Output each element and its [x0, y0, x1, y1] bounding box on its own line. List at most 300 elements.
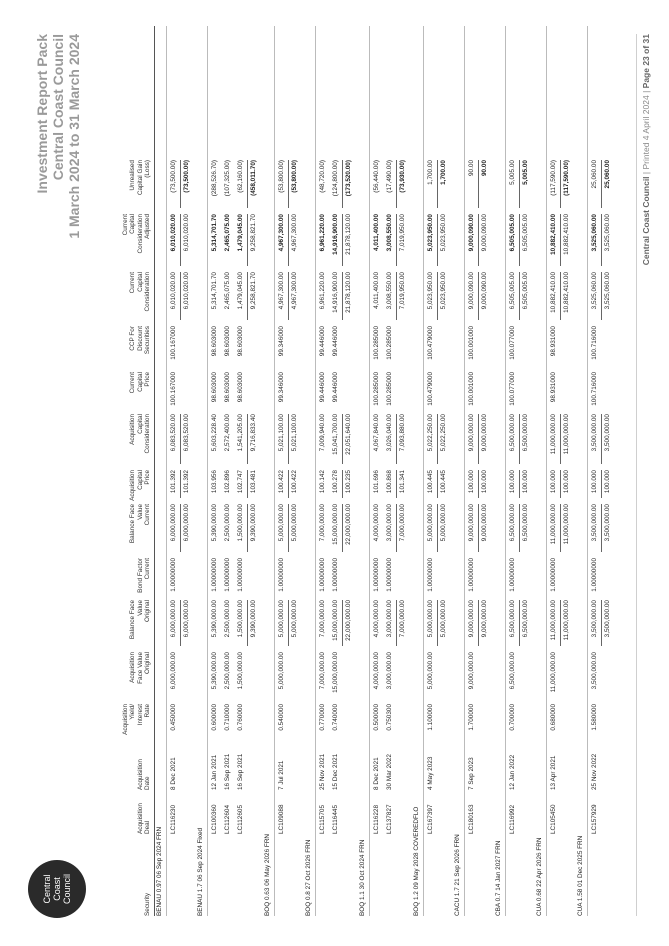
table-cell: 0.770000 — [319, 704, 326, 731]
subtotal-rule — [560, 214, 561, 266]
subtotal-row — [478, 26, 494, 916]
column-header-line: Bond Factor — [136, 558, 144, 593]
subtotal-rule — [288, 160, 289, 208]
section-row — [453, 26, 465, 916]
subtotal-rule — [396, 414, 397, 464]
subtotal-cell: 6,000,000.00 — [183, 600, 190, 638]
footer-page: Page 23 of 31 — [641, 34, 651, 89]
column-header — [129, 414, 151, 468]
table-cell: 10,882,410.00 — [550, 214, 557, 255]
table-cell: 11,000,000.00 — [550, 652, 557, 693]
table-cell: 4,011,400.00 — [373, 272, 380, 309]
subtotal-cell: 7,000,000.00 — [399, 600, 406, 638]
subtotal-cell: 6,010,020.00 — [183, 214, 190, 252]
column-header-line: Current — [129, 372, 137, 394]
subtotal-cell: 22,051,640.00 — [345, 414, 352, 455]
table-cell: 7,000,000.00 — [319, 600, 326, 638]
table-cell: LC116992 — [509, 804, 516, 834]
table-cell: 4,967,300.00 — [278, 272, 285, 310]
table-cell: 100.285000 — [386, 372, 393, 406]
table-cell: 100.000 — [468, 470, 475, 494]
table-cell: 1.00000000 — [386, 558, 393, 592]
subtotal-rule — [247, 600, 248, 646]
subtotal-cell: 100.422 — [291, 470, 298, 494]
table-cell: 8 Dec 2021 — [373, 757, 380, 790]
subtotal-rule — [288, 214, 289, 266]
column-header-line: Consideration — [143, 414, 151, 454]
table-cell: LC157929 — [591, 804, 598, 834]
table-cell: 10,882,410.00 — [550, 272, 557, 313]
column-header-line: Acquisition — [129, 414, 137, 445]
report-title: Investment Report Pack — [34, 34, 50, 194]
table-cell: 1.00000000 — [550, 558, 557, 592]
subtotal-cell: 100.000 — [604, 470, 611, 494]
column-header-line: Yield/ — [129, 704, 137, 720]
subtotal-cell: 5,000,000.00 — [440, 504, 447, 542]
table-cell: 0.740000 — [332, 704, 339, 731]
subtotal-row — [180, 26, 196, 916]
table-cell: 15 Dec 2021 — [332, 753, 339, 790]
table-cell: 90.00 — [468, 160, 475, 176]
subtotal-rule — [560, 272, 561, 320]
subtotal-cell: 6,000,000.00 — [183, 504, 190, 542]
column-header — [129, 504, 151, 556]
subtotal-cell: 21,878,120.00 — [345, 272, 352, 313]
table-cell: 6,000,000.00 — [170, 504, 177, 542]
subtotal-cell: 6,505,005.00 — [522, 272, 529, 310]
section-row — [304, 26, 316, 916]
table-cell: 1.700000 — [468, 704, 475, 731]
subtotal-rule — [180, 470, 181, 498]
table-cell: 3,026,040.00 — [386, 414, 393, 452]
table-cell: 9,000,090.00 — [468, 214, 475, 252]
table-cell: 3,500,000.00 — [591, 414, 598, 452]
table-cell: 101.696 — [373, 470, 380, 494]
table-cell: 100.716000 — [591, 372, 598, 406]
subtotal-rule — [396, 160, 397, 208]
security-name: CACU 1.7 21 Sep 2026 FRN — [454, 834, 461, 916]
subtotal-cell: 9,390,000.00 — [250, 504, 257, 542]
subtotal-rule — [396, 272, 397, 320]
subtotal-rule — [247, 160, 248, 208]
table-cell: 25 Nov 2022 — [591, 753, 598, 790]
table-cell: 2,465,075.00 — [224, 272, 231, 310]
table-cell: 6,500,000.00 — [509, 504, 516, 542]
table-cell: 6,500,000.00 — [509, 652, 516, 690]
table-cell: 100.445 — [427, 470, 434, 494]
table-row — [167, 26, 180, 916]
column-header-line: Acquisition — [129, 652, 137, 683]
table-cell: 9,000,000.00 — [468, 652, 475, 690]
subtotal-cell: 100.235 — [345, 470, 352, 494]
subtotal-cell: 7,093,880.00 — [399, 414, 406, 452]
table-cell: (48,720.00) — [319, 160, 326, 193]
table-cell: (56,440.00) — [373, 160, 380, 193]
table-row — [370, 26, 383, 916]
table-cell: 6,000,000.00 — [170, 600, 177, 638]
table-cell: 5,390,000.00 — [211, 504, 218, 542]
subtotal-cell: 101.392 — [183, 470, 190, 494]
footer-rule — [636, 34, 637, 916]
table-cell: 5,021,100.00 — [278, 414, 285, 452]
subtotal-cell: 9,390,000.00 — [250, 600, 257, 638]
table-cell: 0.450000 — [170, 704, 177, 731]
table-cell: 9,000,000.00 — [468, 600, 475, 638]
table-cell: 4,000,000.00 — [373, 504, 380, 542]
table-cell: LC116445 — [332, 804, 339, 834]
table-cell: 0.700000 — [509, 704, 516, 731]
table-cell: 98.603000 — [224, 372, 231, 403]
table-cell: 1.00000000 — [319, 558, 326, 592]
subtotal-row — [342, 26, 358, 916]
subtotal-cell: 3,525,060.00 — [604, 214, 611, 252]
table-cell: 16 Sep 2021 — [224, 753, 231, 790]
table-cell: 5,022,250.00 — [427, 414, 434, 452]
subtotal-rule — [396, 600, 397, 646]
table-cell: LC115705 — [319, 804, 326, 834]
column-header-line: Face Value — [136, 652, 144, 684]
table-cell: 100.001000 — [468, 326, 475, 360]
section-row — [358, 26, 370, 916]
table-cell: 100.278 — [332, 470, 339, 494]
subtotal-rule — [180, 504, 181, 552]
column-header-line: Current — [143, 558, 151, 580]
subtotal-cell: 5,005.00 — [522, 160, 529, 185]
table-cell: LC116228 — [373, 804, 380, 834]
subtotal-rule — [396, 470, 397, 498]
investment-table — [112, 26, 617, 916]
table-cell: 100.077000 — [509, 326, 516, 360]
subtotal-cell: 11,000,000.00 — [563, 414, 570, 455]
subtotal-cell: 11,000,000.00 — [563, 504, 570, 545]
subtotal-rule — [288, 504, 289, 552]
table-cell: 2,500,000.00 — [224, 600, 231, 638]
table-cell: LC167397 — [427, 804, 434, 834]
column-header-line: (Loss) — [143, 160, 151, 178]
subtotal-cell: 4,967,300.00 — [291, 214, 298, 252]
subtotal-rule — [519, 470, 520, 498]
logo-line-3: Council — [62, 874, 72, 905]
table-row — [275, 26, 288, 916]
subtotal-rule — [478, 160, 479, 208]
table-cell: 1,700.00 — [427, 160, 434, 185]
table-cell: 98.603000 — [224, 326, 231, 357]
table-cell: 100.167000 — [170, 372, 177, 406]
footer-printed: Printed 4 April 2024 — [641, 95, 651, 170]
table-cell: 1.00000000 — [332, 558, 339, 592]
table-cell: 5,005.00 — [509, 160, 516, 185]
subtotal-cell: 5,022,250.00 — [440, 414, 447, 452]
security-name: CUA 1.58 01 Dec 2025 FRN — [577, 835, 584, 916]
subtotal-cell: 100.000 — [481, 470, 488, 494]
column-header-line: Value — [136, 504, 144, 520]
column-header-line: Date — [143, 776, 151, 790]
table-cell: LC109088 — [278, 804, 285, 834]
table-cell: 0.710000 — [224, 704, 231, 731]
subtotal-rule — [437, 214, 438, 266]
subtotal-rule — [601, 160, 602, 208]
subtotal-cell: 25,060.00 — [604, 160, 611, 189]
subtotal-rule — [180, 214, 181, 266]
subtotal-cell: (117,590.00) — [563, 160, 570, 196]
table-cell: 2,500,000.00 — [224, 652, 231, 690]
table-cell: 1,500,000.00 — [237, 600, 244, 638]
table-cell: 15,000,000.00 — [332, 504, 339, 545]
subtotal-rule — [560, 414, 561, 464]
subtotal-rule — [478, 414, 479, 464]
subtotal-cell: 9,000,000.00 — [481, 414, 488, 452]
security-name: BOQ 1.2 09 May 2028 COVEREDFLO — [413, 806, 420, 916]
table-cell: 99.346000 — [278, 372, 285, 403]
table-cell: 6,500,000.00 — [509, 600, 516, 638]
table-cell: 100.285000 — [373, 326, 380, 360]
table-cell: 5,603,228.40 — [211, 414, 218, 452]
table-cell: 0.750300 — [386, 704, 393, 731]
table-cell: 3,500,000.00 — [591, 652, 598, 690]
subtotal-rule — [601, 272, 602, 320]
footer-sep-1: | — [641, 169, 651, 175]
table-cell: 1,500,000.00 — [237, 504, 244, 542]
subtotal-rule — [342, 414, 343, 464]
section-row — [412, 26, 424, 916]
subtotal-rule — [437, 504, 438, 552]
subtotal-rule — [478, 470, 479, 498]
column-header-line: Securities — [143, 326, 151, 355]
column-header — [129, 652, 151, 702]
table-cell: 5,000,000.00 — [278, 652, 285, 690]
security-name: BOQ 0.63 06 May 2026 FRN — [264, 833, 271, 916]
subtotal-cell: 22,000,000.00 — [345, 504, 352, 545]
column-header — [129, 600, 151, 650]
table-row — [383, 26, 396, 916]
table-cell: 102.896 — [224, 470, 231, 494]
table-cell: 2,465,075.00 — [224, 214, 231, 252]
subtotal-cell: (173,520.00) — [345, 160, 352, 197]
column-header-line: Acquisition — [136, 803, 144, 834]
table-cell: LC105450 — [550, 804, 557, 834]
table-cell: 98.603000 — [237, 372, 244, 403]
table-cell: 100.000 — [591, 470, 598, 494]
column-header-line: Original — [143, 600, 151, 623]
subtotal-rule — [519, 272, 520, 320]
table-cell: 100.285000 — [373, 372, 380, 406]
subtotal-rule — [519, 504, 520, 552]
subtotal-rule — [478, 214, 479, 266]
table-cell: 3,000,000.00 — [386, 504, 393, 542]
subtotal-cell: 22,000,000.00 — [345, 600, 352, 641]
subtotal-cell: 21,878,120.00 — [345, 214, 352, 255]
subtotal-rule — [519, 414, 520, 464]
table-row — [547, 26, 560, 916]
table-cell: 3,525,060.00 — [591, 272, 598, 310]
subtotal-rule — [247, 414, 248, 464]
subtotal-cell: (53,800.00) — [291, 160, 298, 193]
table-cell: 6,083,520.00 — [170, 414, 177, 452]
table-cell: 100.868 — [386, 470, 393, 494]
table-cell: 98.603000 — [237, 326, 244, 357]
column-header-line: CCP For — [129, 326, 137, 351]
subtotal-cell: 11,000,000.00 — [563, 600, 570, 641]
report-period: 1 March 2024 to 31 March 2024 — [66, 34, 82, 239]
table-row — [465, 26, 478, 916]
table-cell: 7 Sep 2023 — [468, 757, 475, 790]
table-cell: (107,325.00) — [224, 160, 231, 197]
column-header-line: Current — [143, 504, 151, 526]
subtotal-cell: 3,500,000.00 — [604, 414, 611, 452]
subtotal-rule — [560, 504, 561, 552]
table-row — [588, 26, 601, 916]
table-cell: 1.580000 — [591, 704, 598, 731]
table-cell: 99.346000 — [278, 326, 285, 357]
subtotal-cell: 9,258,821.70 — [250, 214, 257, 252]
table-cell: 3,000,000.00 — [386, 600, 393, 638]
column-header — [144, 836, 151, 916]
subtotal-rule — [342, 272, 343, 320]
table-cell: 13 Apr 2021 — [550, 755, 557, 790]
table-cell: 101.392 — [170, 470, 177, 494]
table-cell: 1,479,045.00 — [237, 214, 244, 252]
subtotal-rule — [601, 214, 602, 266]
table-cell: LC180163 — [468, 804, 475, 834]
table-cell: 0.540000 — [278, 704, 285, 731]
subtotal-rule — [601, 600, 602, 646]
table-cell: 9,000,000.00 — [468, 414, 475, 452]
footer-org: Central Coast Council — [641, 176, 651, 266]
table-cell: (17,490.00) — [386, 160, 393, 193]
table-cell: 11,000,000.00 — [550, 600, 557, 641]
table-cell: 1,541,205.00 — [237, 414, 244, 452]
subtotal-cell: 101.341 — [399, 470, 406, 494]
security-name: BENAU 1.7 06 Sep 2024 Fixed — [197, 827, 204, 916]
table-row — [208, 26, 221, 916]
subtotal-cell: 5,021,100.00 — [291, 414, 298, 452]
table-cell: 1,479,045.00 — [237, 272, 244, 310]
subtotal-rule — [478, 504, 479, 552]
column-header-line: Capital — [136, 372, 144, 392]
subtotal-cell: 9,716,833.40 — [250, 414, 257, 452]
table-row — [221, 26, 234, 916]
column-header — [137, 746, 151, 790]
column-header-line: Balance Face — [129, 600, 137, 640]
table-cell: 99.446000 — [319, 326, 326, 357]
column-header-line: Acquisition — [122, 704, 130, 735]
column-header — [122, 214, 151, 270]
section-row — [155, 26, 167, 916]
subtotal-rule — [519, 600, 520, 646]
subtotal-rule — [560, 160, 561, 208]
table-cell: 103.956 — [211, 470, 218, 494]
table-cell: 0.760000 — [237, 704, 244, 731]
table-cell: 1.00000000 — [509, 558, 516, 592]
table-cell: 25,060.00 — [591, 160, 598, 189]
report-header — [34, 34, 82, 239]
table-cell: 1.00000000 — [373, 558, 380, 592]
subtotal-cell: 6,500,000.00 — [522, 414, 529, 452]
subtotal-cell: 10,882,410.00 — [563, 214, 570, 255]
subtotal-cell: 9,000,090.00 — [481, 214, 488, 252]
subtotal-cell: 100.000 — [522, 470, 529, 494]
table-cell: 99.446000 — [319, 372, 326, 403]
section-row — [263, 26, 275, 916]
table-cell: (62,160.00) — [237, 160, 244, 193]
column-header-line: Acquisition — [129, 470, 137, 501]
subtotal-cell: 6,505,005.00 — [522, 214, 529, 252]
column-header-line: Current — [122, 214, 130, 236]
table-cell: 5,023,950.00 — [427, 214, 434, 252]
table-cell: 15,000,000.00 — [332, 652, 339, 693]
table-cell: 98.603000 — [211, 372, 218, 403]
table-cell: 6,505,005.00 — [509, 214, 516, 252]
subtotal-rule — [247, 272, 248, 320]
table-cell: 99.446000 — [332, 326, 339, 357]
column-header-line: Capital — [136, 470, 144, 490]
subtotal-rule — [519, 160, 520, 208]
table-cell: 8 Dec 2021 — [170, 757, 177, 790]
table-cell: 1.100000 — [427, 704, 434, 731]
subtotal-rule — [478, 272, 479, 320]
subtotal-cell: 6,010,020.00 — [183, 272, 190, 310]
table-cell: (124,800.00) — [332, 160, 339, 197]
subtotal-cell: 6,083,520.00 — [183, 414, 190, 452]
table-cell: 5,314,701.70 — [211, 272, 218, 310]
table-cell: 100.422 — [278, 470, 285, 494]
table-body — [155, 26, 617, 916]
subtotal-rule — [342, 160, 343, 208]
table-cell: 7 Jul 2021 — [278, 760, 285, 790]
table-cell: 100.479000 — [427, 326, 434, 360]
column-header — [122, 704, 151, 744]
column-header — [129, 160, 151, 212]
subtotal-rule — [180, 272, 181, 320]
subtotal-row — [560, 26, 576, 916]
table-cell: 30 Mar 2022 — [386, 754, 393, 790]
subtotal-rule — [342, 600, 343, 646]
table-cell: 4,000,000.00 — [373, 600, 380, 638]
table-cell: 100.000 — [550, 470, 557, 494]
table-cell: 15,041,700.00 — [332, 414, 339, 455]
table-row — [329, 26, 342, 916]
column-header — [137, 558, 151, 598]
table-cell: 100.285000 — [386, 326, 393, 360]
table-cell: 100.716000 — [591, 326, 598, 360]
subtotal-cell: 103.481 — [250, 470, 257, 494]
table-cell: 3,008,550.00 — [386, 214, 393, 252]
subtotal-rule — [601, 470, 602, 498]
table-cell: 1.00000000 — [427, 558, 434, 592]
table-cell: 6,010,020.00 — [170, 272, 177, 310]
column-header-line: Unrealised — [129, 160, 137, 191]
security-name: BOQ 1.1 30 Oct 2024 FRN — [359, 839, 366, 916]
table-cell: 16 Sep 2021 — [237, 753, 244, 790]
table-cell: 100.077000 — [509, 372, 516, 406]
section-row — [535, 26, 547, 916]
subtotal-row — [437, 26, 453, 916]
table-cell: 5,000,000.00 — [427, 600, 434, 638]
subtotal-rule — [601, 414, 602, 464]
subtotal-cell: 5,000,000.00 — [440, 600, 447, 638]
table-cell: 100.000 — [509, 470, 516, 494]
column-header — [137, 794, 151, 834]
table-cell: 98.931000 — [550, 372, 557, 403]
subtotal-rule — [180, 600, 181, 646]
table-cell: 4 May 2023 — [427, 756, 434, 790]
subtotal-rule — [560, 600, 561, 646]
subtotal-rule — [247, 504, 248, 552]
subtotal-rule — [288, 272, 289, 320]
table-cell: 6,961,220.00 — [319, 272, 326, 310]
table-cell: 5,314,701.70 — [211, 214, 218, 252]
subtotal-cell: 6,500,000.00 — [522, 504, 529, 542]
